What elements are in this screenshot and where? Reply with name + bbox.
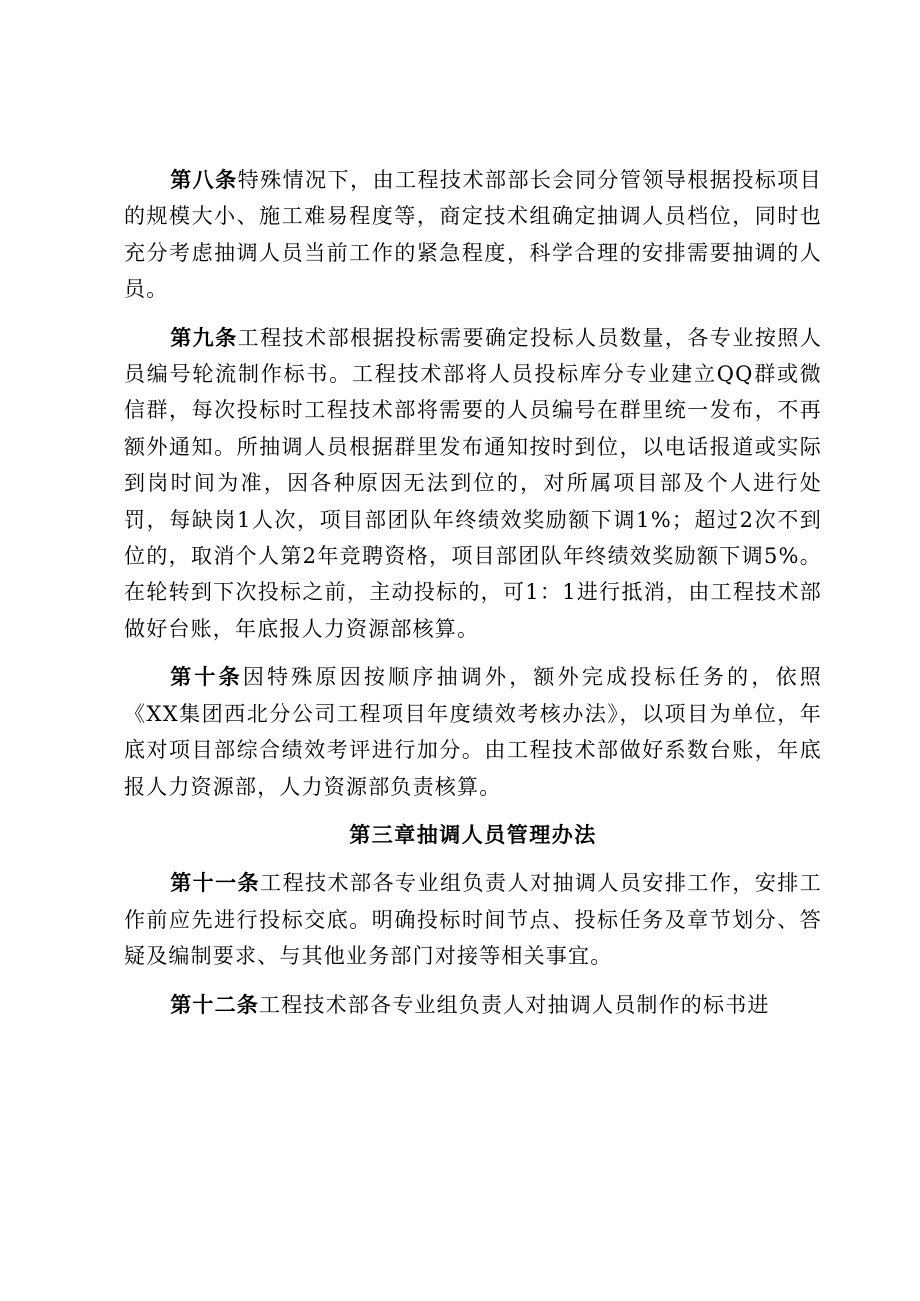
article-text: 工程技术部根据投标需要确定投标人员数量，各专业按照人员编号轮流制作标书。工程技术部将人员投标库分专业建立QQ群或微信群，每次投标时工程技术部将需要的人员编号在群里统一发布，不再额外通知。所抽调人员根据群里发布通知按时到位，以电话报道或实际到岗时间为准，因各种原因无法到位的，对所属项目部及个人进行处罚，每缺岗1人次，项目部团队年终绩效奖励额下调1%；超过2次不到位的，取消个人第2年竞聘资格，项目部团队年终绩效奖励额下调5%。在轮转到下次投标之前，主动投标的，可1：1进行抵消，由工程技术部做好台账，年底报人力资源部核算。 bbox=[124, 325, 822, 641]
article-number: 第十二条 bbox=[170, 992, 259, 1017]
article-11 bbox=[124, 865, 822, 974]
article-text: 因特殊原因按顺序抽调外，额外完成投标任务的，依照《XX集团西北分公司工程项目年度绩效考核办法》，以项目为单位，年底对项目部综合绩效考评进行加分。由工程技术部做好系数台账，年底报人力资源部，人力资源部负责核算。 bbox=[124, 665, 822, 799]
article-text: 特殊情况下，由工程技术部部长会同分管领导根据投标项目的规模大小、施工难易程度等，商定技术组确定抽调人员档位，同时也充分考虑抽调人员当前工作的紧急程度，科学合理的安排需要抽调的人员。 bbox=[124, 168, 822, 302]
article-number: 第十条 bbox=[170, 665, 243, 690]
document-body bbox=[124, 162, 822, 1035]
article-text: 工程技术部各专业组负责人对抽调人员制作的标书进 bbox=[259, 992, 770, 1017]
article-10 bbox=[124, 659, 822, 805]
article-number: 第九条 bbox=[170, 325, 238, 350]
article-12 bbox=[124, 987, 822, 1023]
article-8 bbox=[124, 162, 822, 308]
article-number: 第十一条 bbox=[170, 871, 261, 896]
article-number: 第八条 bbox=[170, 168, 238, 192]
chapter-title: 第三章抽调人员管理办法 bbox=[349, 822, 597, 847]
article-text: 工程技术部各专业组负责人对抽调人员安排工作，安排工作前应先进行投标交底。明确投标时间节点、投标任务及章节划分、答疑及编制要求、与其他业务部门对接等相关事宜。 bbox=[124, 871, 822, 969]
article-9 bbox=[124, 320, 822, 648]
